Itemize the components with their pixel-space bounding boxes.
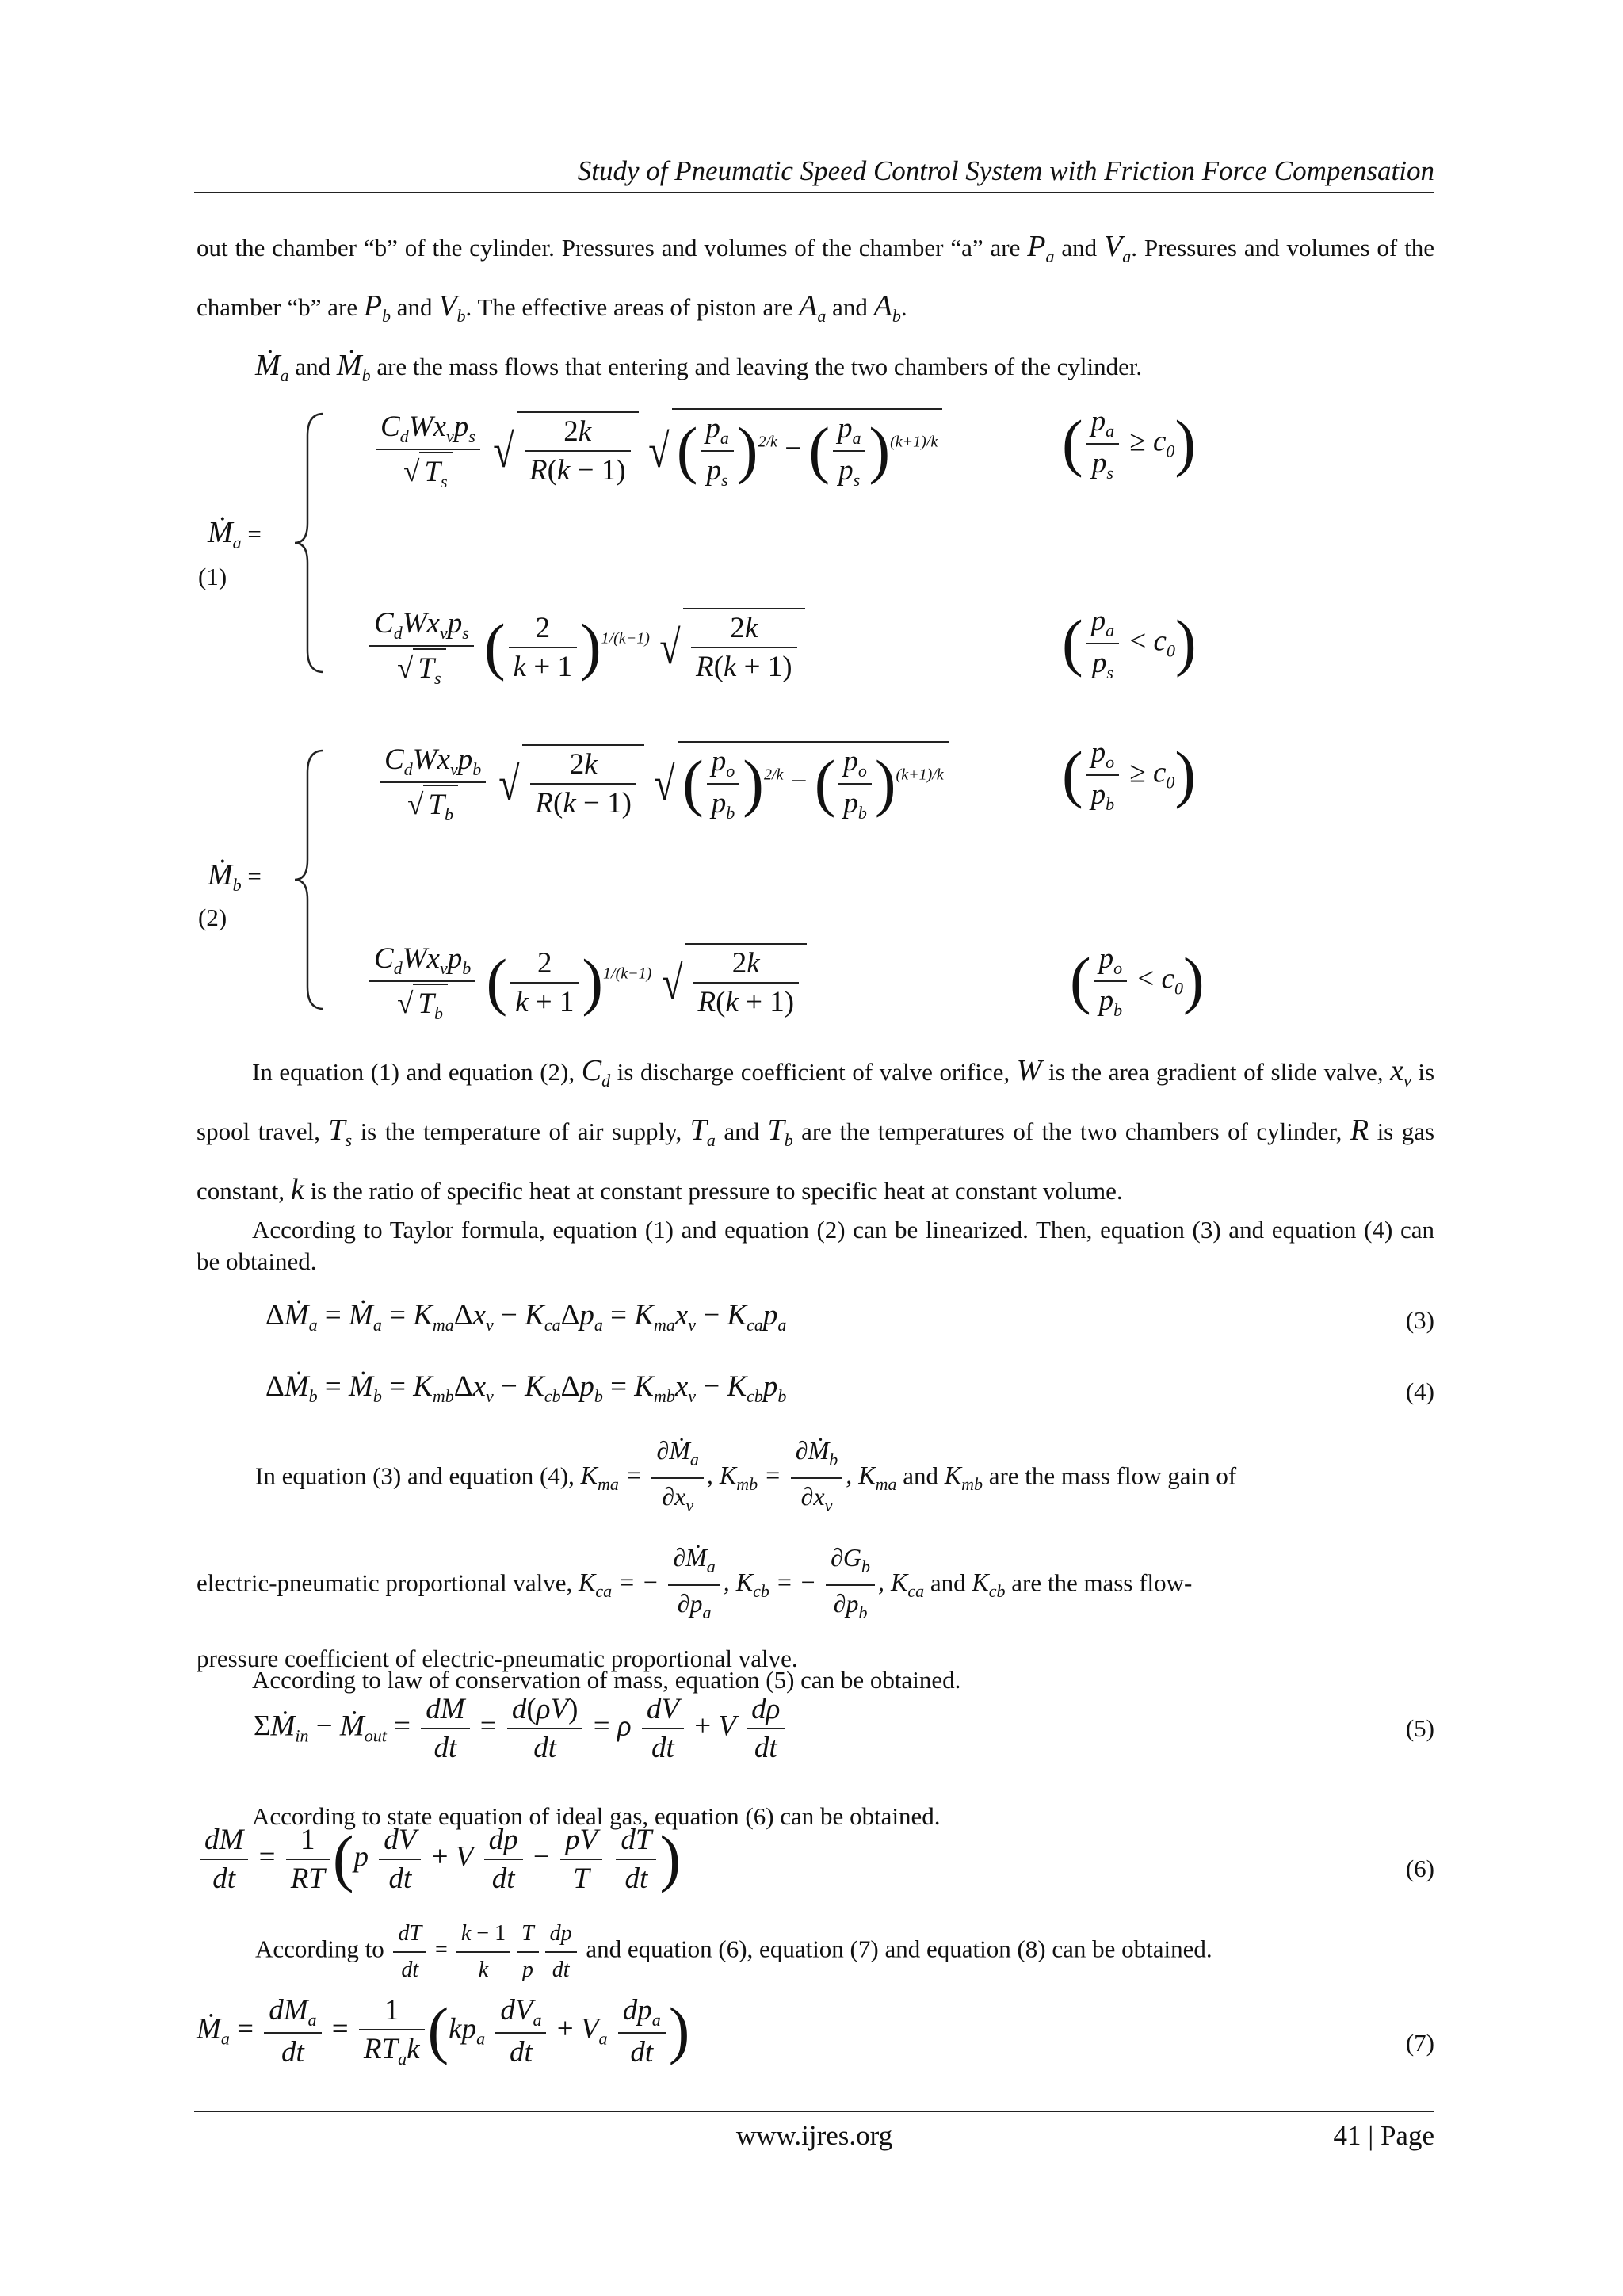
page-footer	[194, 2111, 1434, 2151]
eq2-case1: $\frac{C_dWx_vp_b}{√ T_b}$ √ $\frac{2k}{R(k - 1)}$ √ ( $\frac{p_o}{p_b}$ )$^{2/k}$ − ( $\frac{p_o}{p_b}$ )$^{(k+1)/k}$	[376, 741, 949, 825]
eq7: Ṁ$_a$ = $\frac{dM_a}{dt}$ = $\frac{1}{RT_ak}$ ($kp_a$ $\frac{dV_a}{dt}$ + $V_a$ $\frac{dp_a}{dt}$ )	[197, 1994, 690, 2069]
eq3: ΔṀ$_a$ = Ṁ$_a$ = $K_{ma}\Delta x_v - K_{ca}\Delta p_a = K_{ma}x_v - K_{ca}p_a$	[265, 1299, 787, 1335]
eq4-number: (4)	[1405, 1377, 1434, 1405]
eq1-case1: $\frac{C_dWx_vp_s}{√ T_s}$ √ $\frac{2k}{R(k - 1)}$ √ ( $\frac{p_a}{p_s}$ )$^{2/k}$ − ( $\frac{p_a}{p_s}$ )$^{(k+1)/k}$	[372, 408, 942, 492]
intro-paragraph: out the chamber “b” of the cylinder. Pressures and volumes of the chamber “a” are $P_a$ and $V_a$. Pressures and volumes of the chamber “b” are $P_b$ and $V_b$. The effective areas of piston are $A_a$ and $A_b$.	[197, 230, 1435, 326]
relation-sentence: According to $\frac{dT}{dt}$ = $\frac{k - 1}{k}$ $\frac{T}{p}$ $\frac{dp}{dt}$ and equation (6), equation (7) and equation (8) can be obtained.	[255, 1918, 1434, 1986]
page-number: 41 | Page	[1333, 2120, 1434, 2151]
eq4: ΔṀ$_b$ = Ṁ$_b$ = $K_{mb}\Delta x_v - K_{cb}\Delta p_b = K_{mb}x_v - K_{cb}p_b$	[265, 1370, 787, 1406]
explanation-paragraph: In equation (1) and equation (2), $C_d$ is discharge coefficient of valve orifice, W is the area gradient of slide valve, $x_v$ is spool travel, $T_s$ is the temperature of air supply, $T_a$ and $T_b$ are the temperatures of the two chambers of cylinder, R is gas constant, k is the ratio of specific heat at constant pressure to specific heat at constant volume.	[197, 1054, 1435, 1206]
eq7-number: (7)	[1405, 2029, 1434, 2057]
eq6: $\frac{dM}{dt}$ = $\frac{1}{RT}$ (p $\frac{dV}{dt}$ + V $\frac{dp}{dt}$ − $\frac{pV}{T}$ $\frac{dT}{dt}$ )	[197, 1823, 681, 1896]
eq2-cond2: ( $\frac{p_o}{p_b}$ < $c_0$)	[1070, 942, 1205, 1020]
eq1-cond1: ( $\frac{p_a}{p_s}$ ≥ $c_0$)	[1062, 405, 1197, 483]
eq2-lhs: Ṁ$_b$ =	[208, 858, 262, 895]
mass-conservation-sentence: According to law of conservation of mass, equation (5) can be obtained.	[252, 1666, 961, 1694]
eq5-number: (5)	[1405, 1714, 1434, 1742]
coefficient-paragraph-end: pressure coefficient of electric-pneumatic proportional valve.	[197, 1645, 798, 1672]
gain-paragraph: In equation (3) and equation (4), $K_{ma}$ = $\frac{\partial Ṁ_a}{\partial x_v}$ , $K_{mb}$ = $\frac{\partial Ṁ_b}{\partial x_v}$ , $K_{ma}$ and $K_{mb}$ are the mass flow gain of	[255, 1436, 1237, 1515]
eq1-cond2: ( $\frac{p_a}{p_s}$ < $c_0$)	[1062, 605, 1197, 682]
eq1-label: (1)	[198, 563, 227, 590]
eq6-number: (6)	[1405, 1855, 1434, 1882]
ideal-gas-sentence: According to state equation of ideal gas, equation (6) can be obtained.	[252, 1802, 941, 1830]
eq5: ΣṀ$_{in}$ − Ṁ$_{out}$ = $\frac{dM}{dt}$ = $\frac{d(\rho V)}{dt}$ = ρ $\frac{dV}{dt}$ + V $\frac{d\rho}{dt}$	[254, 1692, 788, 1765]
eq2-brace	[293, 749, 325, 1010]
eq1-case2: $\frac{C_dWx_vp_s}{√ T_s}$ ( $\frac{2}{k + 1}$ )$^{1/(k-1)}$ √ $\frac{2k}{R(k + 1)}$	[366, 606, 805, 689]
journal-website: www.ijres.org	[735, 2120, 893, 2151]
running-header	[194, 147, 1434, 193]
eq1-brace	[293, 412, 325, 674]
eq1-lhs: Ṁ$_a$ =	[208, 516, 262, 552]
coefficient-paragraph: electric-pneumatic proportional valve, $K_{ca}$ = − $\frac{\partial Ṁ_a}{\partial p_a}$ , $K_{cb}$ = − $\frac{\partial G_b}{\partial p_b}$ , $K_{ca}$ and $K_{cb}$ are the mass flow-	[197, 1543, 1193, 1622]
mass-flow-sentence: Ṁ$_a$ and Ṁ$_b$ are the mass flows that entering and leaving the two chambers of the cylinder.	[255, 349, 1143, 385]
eq2-label: (2)	[198, 904, 227, 931]
eq2-cond1: ( $\frac{p_o}{p_b}$ ≥ $c_0$)	[1062, 736, 1197, 814]
taylor-paragraph: According to Taylor formula, equation (1) and equation (2) can be linearized. Then, equation (3) and equation (4) can be obtained.	[197, 1216, 1434, 1275]
header-title: Study of Pneumatic Speed Control System with Friction Force Compensation	[577, 155, 1434, 186]
eq2-case2: $\frac{C_dWx_vp_b}{√ T_b}$ ( $\frac{2}{k + 1}$ )$^{1/(k-1)}$ √ $\frac{2k}{R(k + 1)}$	[366, 942, 807, 1024]
eq3-number: (3)	[1405, 1306, 1434, 1334]
